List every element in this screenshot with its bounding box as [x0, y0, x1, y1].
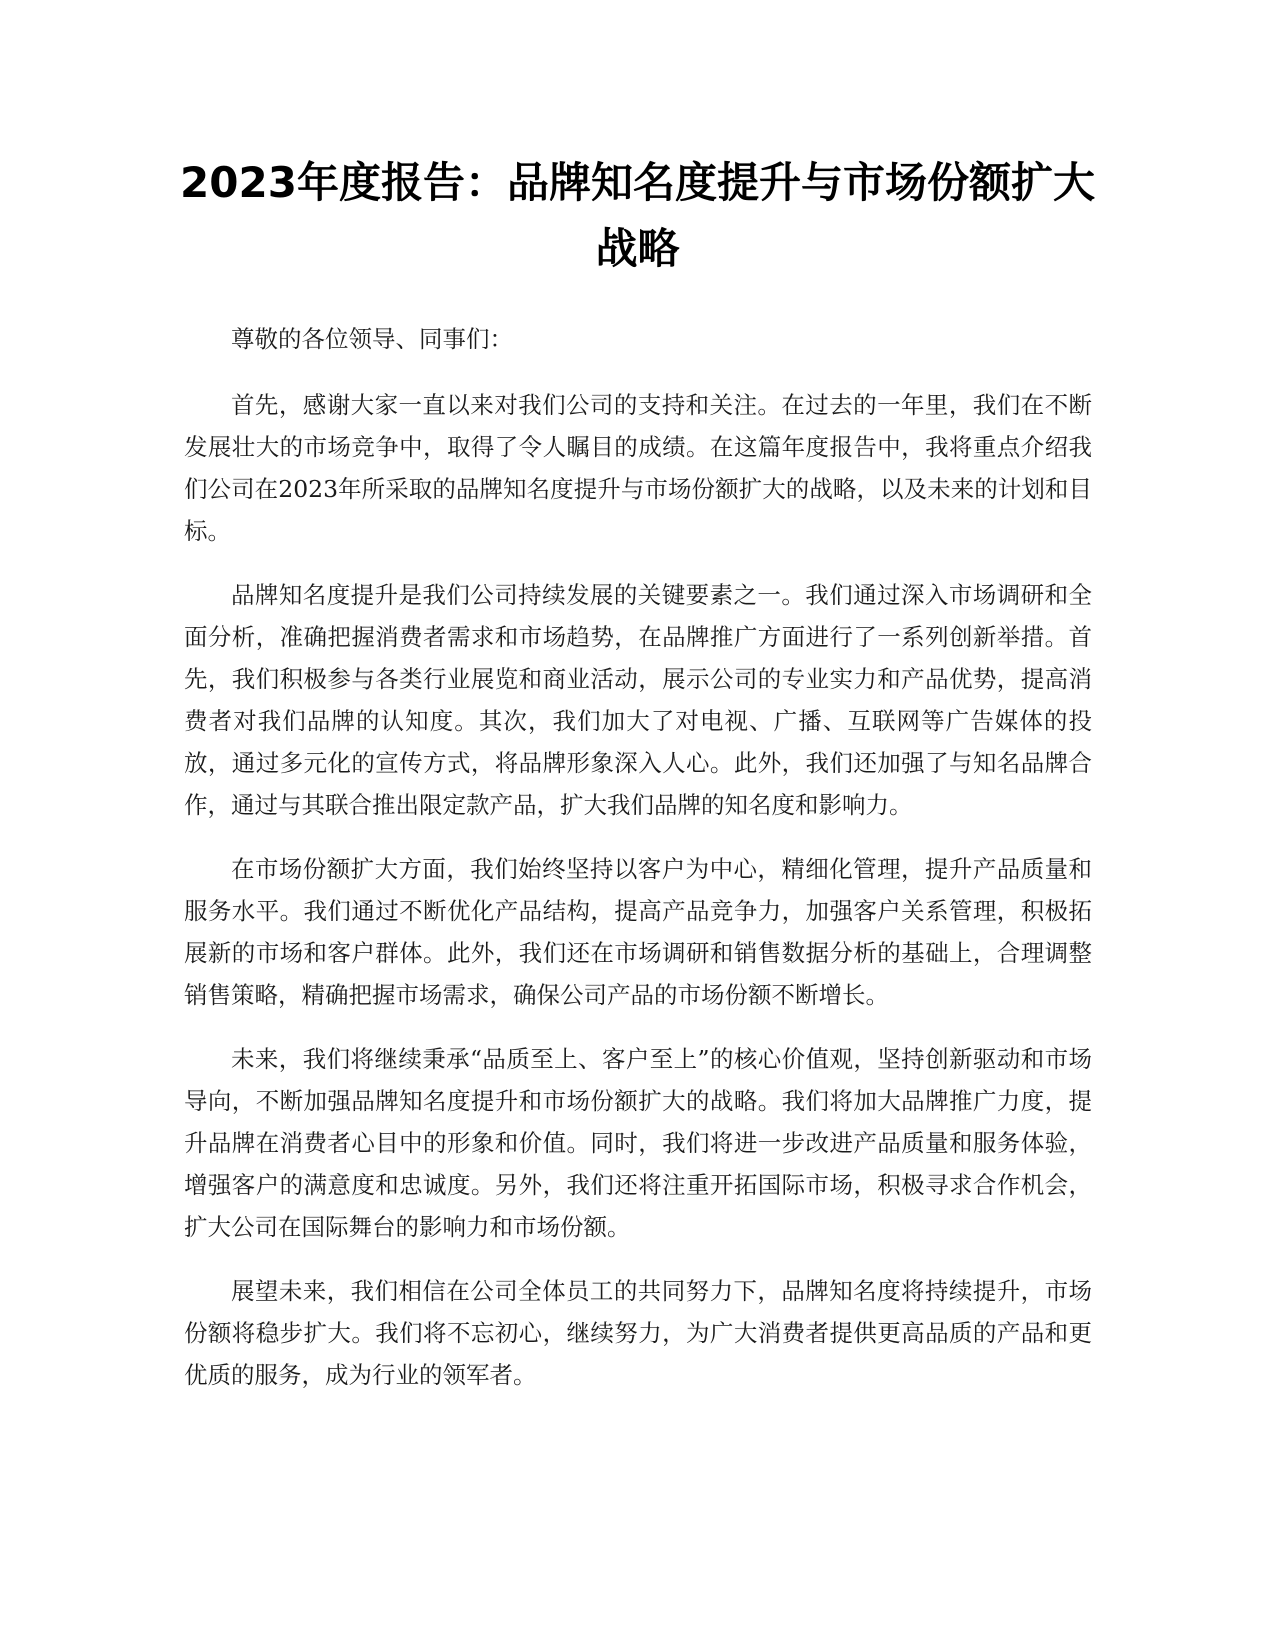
- paragraph-market-share: 在市场份额扩大方面，我们始终坚持以客户为中心，精细化管理，提升产品质量和服务水平。我们通过不断优化产品结构，提高产品竞争力，加强客户关系管理，积极拓展新的市场和客户群体。此外，我们还在市场调研和销售数据分析的基础上，合理调整销售策略，精确把握市场需求，确保公司产品的市场份额不断增长。: [184, 855, 1092, 1009]
- paragraph-future-plans: 未来，我们将继续秉承“品质至上、客户至上”的核心价值观，坚持创新驱动和市场导向，不断加强品牌知名度提升和市场份额扩大的战略。我们将加大品牌推广力度，提升品牌在消费者心目中的形象和价值。同时，我们将进一步改进产品质量和服务体验，增强客户的满意度和忠诚度。另外，我们还将注重开拓国际市场，积极寻求合作机会，扩大公司在国际舞台的影响力和市场份额。: [184, 1045, 1092, 1241]
- paragraph-outlook: 展望未来，我们相信在公司全体员工的共同努力下，品牌知名度将持续提升，市场份额将稳步扩大。我们将不忘初心，继续努力，为广大消费者提供更高品质的产品和更优质的服务，成为行业的领军者。: [184, 1277, 1092, 1389]
- document-title: 2023年度报告：品牌知名度提升与市场份额扩大战略: [180, 158, 1095, 273]
- paragraph-intro: 首先，感谢大家一直以来对我们公司的支持和关注。在过去的一年里，我们在不断发展壮大的市场竞争中，取得了令人瞩目的成绩。在这篇年度报告中，我将重点介绍我们公司在2023年所采取的品牌知名度提升与市场份额扩大的战略，以及未来的计划和目标。: [184, 391, 1092, 545]
- greeting-paragraph: 尊敬的各位领导、同事们：: [231, 325, 513, 353]
- paragraph-brand-awareness: 品牌知名度提升是我们公司持续发展的关键要素之一。我们通过深入市场调研和全面分析，准确把握消费者需求和市场趋势，在品牌推广方面进行了一系列创新举措。首先，我们积极参与各类行业展览和商业活动，展示公司的专业实力和产品优势，提高消费者对我们品牌的认知度。其次，我们加大了对电视、广播、互联网等广告媒体的投放，通过多元化的宣传方式，将品牌形象深入人心。此外，我们还加强了与知名品牌合作，通过与其联合推出限定款产品，扩大我们品牌的知名度和影响力。: [184, 581, 1092, 819]
- document-body: [184, 318, 1092, 1418]
